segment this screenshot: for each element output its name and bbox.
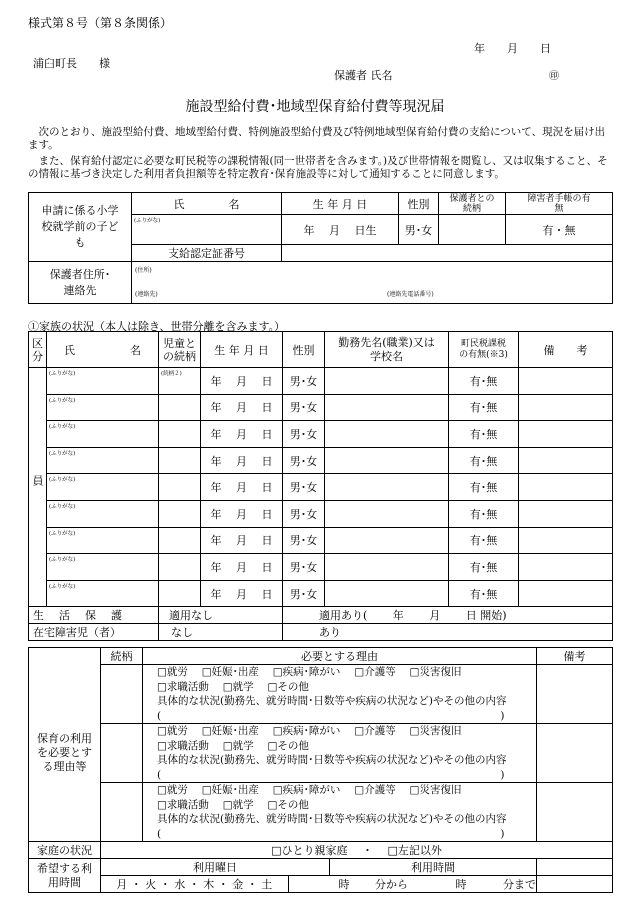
intro-paragraph-1: 次のとおり、施設型給付費、地域型給付費、特例施設型給付費及び特例地域型保育給付費の支給について、現況を届け出ます。 bbox=[28, 126, 606, 151]
family-member-work[interactable] bbox=[325, 447, 449, 474]
family-member-sex[interactable]: 男･女 bbox=[283, 554, 325, 581]
family-member-note[interactable] bbox=[519, 527, 613, 554]
reason-note-header: 備考 bbox=[537, 648, 613, 665]
family-member-relation[interactable] bbox=[159, 394, 201, 421]
family-member-relation[interactable] bbox=[159, 554, 201, 581]
family-member-relation[interactable] bbox=[159, 500, 201, 527]
family-member-sex[interactable]: 男･女 bbox=[283, 580, 325, 607]
form-number: 様式第８号（第８条関係） bbox=[28, 16, 173, 30]
family-member-sex[interactable]: 男･女 bbox=[283, 447, 325, 474]
applicant-row-label: 申請に係る小学校就学前の子ども bbox=[29, 193, 132, 262]
family-member-work[interactable] bbox=[325, 527, 449, 554]
family-member-relation[interactable] bbox=[159, 474, 201, 501]
family-side-label: 員 bbox=[29, 368, 47, 607]
family-member-note[interactable] bbox=[519, 554, 613, 581]
family-member-tax[interactable]: 有･無 bbox=[449, 580, 519, 607]
reason-note-field[interactable] bbox=[537, 783, 613, 842]
reason-note-field[interactable] bbox=[537, 724, 613, 783]
family-sex-header: 性別 bbox=[283, 332, 325, 368]
family-member-dob[interactable]: 年 月 日 bbox=[201, 474, 283, 501]
family-member-dob[interactable]: 年 月 日 bbox=[201, 368, 283, 395]
usage-days[interactable]: 月 ・ 火 ・ 水 ・ 木 ・ 金 ・ 土 bbox=[101, 876, 289, 892]
cert-number-label: 支給認定証番号 bbox=[132, 245, 282, 262]
reason-table bbox=[28, 647, 613, 893]
family-member-relation[interactable] bbox=[159, 580, 201, 607]
family-member-tax[interactable]: 有･無 bbox=[449, 474, 519, 501]
family-member-tax[interactable]: 有･無 bbox=[449, 421, 519, 448]
family-member-work[interactable] bbox=[325, 474, 449, 501]
guardian-address-field[interactable]: (住所) (連絡先) (連絡先電話番号) bbox=[132, 262, 613, 304]
family-member-name[interactable]: (ふりがな) bbox=[47, 527, 159, 554]
family-member-note[interactable] bbox=[519, 474, 613, 501]
family-row bbox=[29, 527, 613, 554]
family-member-tax[interactable]: 有･無 bbox=[449, 394, 519, 421]
family-member-work[interactable] bbox=[325, 368, 449, 395]
child-name-field[interactable]: (ふりがな) bbox=[132, 215, 282, 245]
family-member-work[interactable] bbox=[325, 394, 449, 421]
child-dob-field[interactable]: 年 月 日生 bbox=[282, 215, 399, 245]
family-row bbox=[29, 500, 613, 527]
reason-corner bbox=[29, 648, 101, 665]
usage-header-row: 利用曜日 利用時間 bbox=[101, 859, 537, 876]
family-member-relation[interactable] bbox=[159, 527, 201, 554]
family-member-note[interactable] bbox=[519, 394, 613, 421]
family-member-dob[interactable]: 年 月 日 bbox=[201, 500, 283, 527]
reason-row bbox=[29, 783, 613, 842]
family-member-name[interactable]: (ふりがな) bbox=[47, 474, 159, 501]
name-header: 氏 名 bbox=[132, 193, 282, 215]
family-row bbox=[29, 580, 613, 607]
home-disabled-label: 在宅障害児（者） bbox=[29, 624, 159, 641]
reason-detail[interactable]: □就労 □妊娠･出産 □疾病･障がい □介護等 □災害復旧 □求職活動 □就学 □その他 具体的な状況(勤務先、就労時間･日数等や疾病の状況など)やその他の内容 ( ) bbox=[143, 665, 537, 724]
family-member-dob[interactable]: 年 月 日 bbox=[201, 527, 283, 554]
disability-header: 障害者手帳の有無 bbox=[506, 193, 613, 215]
guardian-name-label: 保護者 氏名 bbox=[334, 69, 393, 82]
reason-detail[interactable]: □就労 □妊娠･出産 □疾病･障がい □介護等 □災害復旧 □求職活動 □就学 □その他 具体的な状況(勤務先、就労時間･日数等や疾病の状況など)やその他の内容 ( ) bbox=[143, 724, 537, 783]
family-row bbox=[29, 394, 613, 421]
family-member-work[interactable] bbox=[325, 500, 449, 527]
family-member-tax[interactable]: 有･無 bbox=[449, 447, 519, 474]
family-member-note[interactable] bbox=[519, 500, 613, 527]
family-member-sex[interactable]: 男･女 bbox=[283, 421, 325, 448]
dob-header: 生 年 月 日 bbox=[282, 193, 399, 215]
reason-row bbox=[29, 665, 613, 724]
home-disabled-yes-option[interactable]: あり bbox=[283, 624, 613, 641]
family-member-dob[interactable]: 年 月 日 bbox=[201, 554, 283, 581]
family-member-name[interactable]: (ふりがな) bbox=[47, 421, 159, 448]
child-relation-field[interactable] bbox=[439, 215, 506, 245]
family-member-relation[interactable] bbox=[159, 421, 201, 448]
family-member-name[interactable]: (ふりがな) bbox=[47, 500, 159, 527]
family-member-relation[interactable]: (続柄２) bbox=[159, 368, 201, 395]
reason-relation-header: 続柄 bbox=[101, 648, 143, 665]
usage-hours[interactable]: 時 分から 時 分まで bbox=[338, 878, 536, 891]
addressee: 浦臼町長 様 bbox=[33, 57, 110, 70]
child-sex-field[interactable]: 男･女 bbox=[399, 215, 439, 245]
household-label: 家庭の状況 bbox=[29, 842, 101, 859]
family-tax-header: 町民税課税の有無(※3) bbox=[449, 332, 519, 368]
intro-paragraph-2: また、保育給付認定に必要な町民税等の課税情報(同一世帯者を含みます。)及び世帯情報を閲覧し、又は収集すること、その情報に基づき決定した利用者負担額等を特定教育･保育施設等に対して通知することに同意します。 bbox=[28, 155, 608, 180]
family-member-note[interactable] bbox=[519, 447, 613, 474]
family-member-sex[interactable]: 男･女 bbox=[283, 527, 325, 554]
family-row bbox=[29, 368, 613, 395]
family-member-name[interactable]: (ふりがな) bbox=[47, 394, 159, 421]
family-row bbox=[29, 474, 613, 501]
family-table bbox=[28, 331, 613, 641]
welfare-none-option[interactable]: 適用なし bbox=[159, 607, 283, 624]
family-member-work[interactable] bbox=[325, 421, 449, 448]
family-member-sex[interactable]: 男･女 bbox=[283, 368, 325, 395]
applicant-table bbox=[28, 192, 613, 304]
family-member-name[interactable]: (ふりがな) bbox=[47, 368, 159, 395]
family-caption: ①家族の状況（本人は除き、世帯分離を含みます。） bbox=[28, 320, 286, 333]
family-row bbox=[29, 421, 613, 448]
family-member-tax[interactable]: 有･無 bbox=[449, 554, 519, 581]
date-line: 年 月 日 bbox=[474, 42, 551, 55]
family-note-header: 備 考 bbox=[519, 332, 613, 368]
usage-label: 希望する利用時間 bbox=[29, 859, 101, 893]
reason-relation-field[interactable] bbox=[101, 665, 143, 724]
family-member-name[interactable]: (ふりがな) bbox=[47, 554, 159, 581]
reason-note-field[interactable] bbox=[537, 665, 613, 724]
family-work-header: 勤務先名(職業)又は学校名 bbox=[325, 332, 449, 368]
family-member-relation[interactable] bbox=[159, 447, 201, 474]
usage-value-spacer bbox=[537, 876, 613, 893]
family-member-tax[interactable]: 有･無 bbox=[449, 368, 519, 395]
family-member-tax[interactable]: 有･無 bbox=[449, 500, 519, 527]
family-member-work[interactable] bbox=[325, 554, 449, 581]
family-member-name[interactable]: (ふりがな) bbox=[47, 580, 159, 607]
kubun-header: 区分 bbox=[29, 332, 47, 368]
family-row bbox=[29, 554, 613, 581]
relation-header: 保護者との続柄 bbox=[439, 193, 506, 215]
guardian-label: 保護者住所･連絡先 bbox=[29, 262, 132, 304]
family-member-sex[interactable]: 男･女 bbox=[283, 474, 325, 501]
reason-relation-field[interactable] bbox=[101, 724, 143, 783]
usage-value-row[interactable] bbox=[101, 876, 537, 893]
family-relation-header: 児童との続柄 bbox=[159, 332, 201, 368]
reason-relation-field[interactable] bbox=[101, 783, 143, 842]
family-member-work[interactable] bbox=[325, 580, 449, 607]
home-disabled-none-option[interactable]: なし bbox=[159, 624, 283, 641]
child-disability-field[interactable]: 有・無 bbox=[506, 215, 613, 245]
welfare-yes-option[interactable]: 適用あり( 年 月 日 開始) bbox=[283, 607, 613, 624]
family-member-dob[interactable]: 年 月 日 bbox=[201, 421, 283, 448]
form-title: 施設型給付費･地域型保育給付費等現況届 bbox=[185, 99, 445, 115]
family-member-name[interactable]: (ふりがな) bbox=[47, 447, 159, 474]
family-member-dob[interactable]: 年 月 日 bbox=[201, 394, 283, 421]
family-member-dob[interactable]: 年 月 日 bbox=[201, 580, 283, 607]
family-dob-header: 生 年 月 日 bbox=[201, 332, 283, 368]
cert-number-field[interactable] bbox=[282, 245, 613, 262]
family-member-sex[interactable]: 男･女 bbox=[283, 500, 325, 527]
usage-header-spacer bbox=[537, 859, 613, 876]
welfare-label: 生 活 保 護 bbox=[29, 607, 159, 624]
reason-row bbox=[29, 724, 613, 783]
reason-side-label: 保育の利用を必要とする理由等 bbox=[29, 665, 101, 842]
family-member-note[interactable] bbox=[519, 580, 613, 607]
family-name-header: 氏 名 bbox=[47, 332, 159, 368]
reason-detail[interactable]: □就労 □妊娠･出産 □疾病･障がい □介護等 □災害復旧 □求職活動 □就学 □その他 具体的な状況(勤務先、就労時間･日数等や疾病の状況など)やその他の内容 ( ) bbox=[143, 783, 537, 842]
family-member-sex[interactable]: 男･女 bbox=[283, 394, 325, 421]
family-member-note[interactable] bbox=[519, 421, 613, 448]
household-options[interactable]: □ひとり親家庭 ・ □左記以外 bbox=[101, 842, 613, 859]
family-member-dob[interactable]: 年 月 日 bbox=[201, 447, 283, 474]
reason-header: 必要とする理由 bbox=[143, 648, 537, 665]
family-member-note[interactable] bbox=[519, 368, 613, 395]
seal-mark: ㊞ bbox=[549, 71, 559, 82]
family-row bbox=[29, 447, 613, 474]
family-member-tax[interactable]: 有･無 bbox=[449, 527, 519, 554]
sex-header: 性別 bbox=[399, 193, 439, 215]
